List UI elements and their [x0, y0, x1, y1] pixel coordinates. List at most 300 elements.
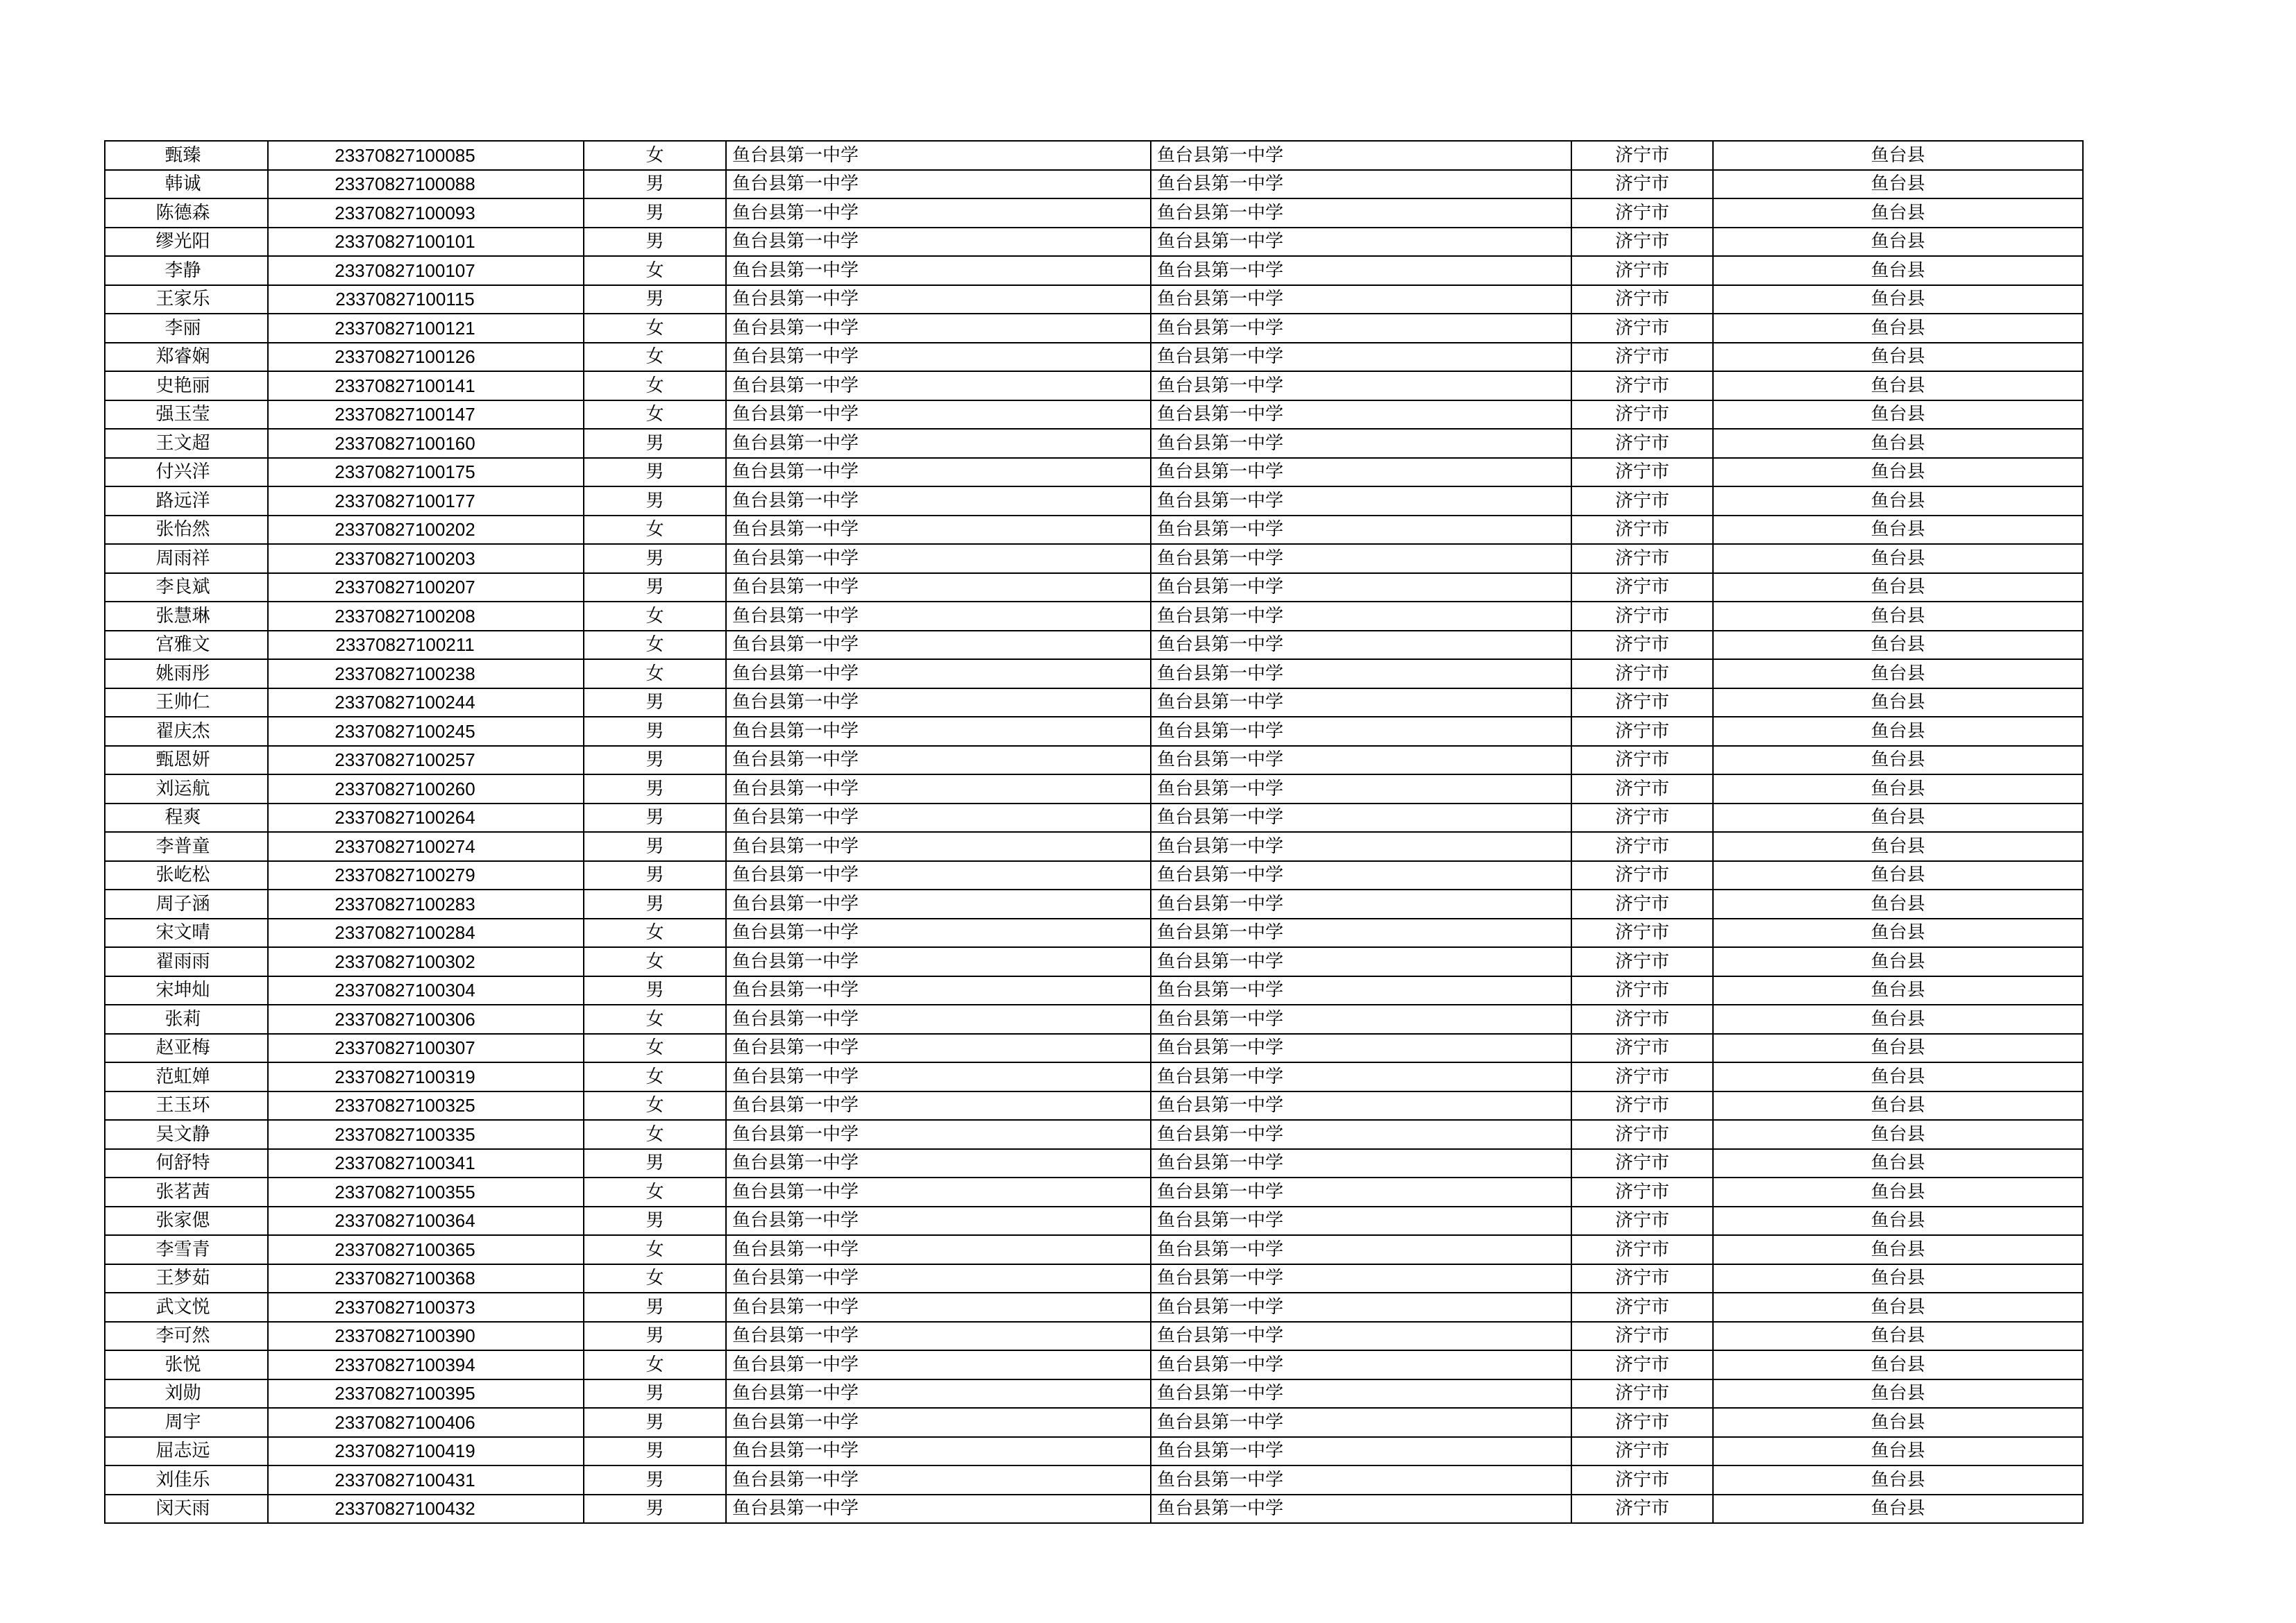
cell-city: 济宁市: [1571, 1005, 1713, 1034]
cell-id: 23370827100279: [268, 861, 584, 890]
cell-name: 吴文静: [105, 1120, 268, 1149]
cell-school: 鱼台县第一中学: [726, 400, 1151, 430]
cell-id: 23370827100368: [268, 1264, 584, 1293]
table-row: [105, 314, 2083, 343]
cell-id: 23370827100126: [268, 343, 584, 372]
table-row: [105, 1120, 2083, 1149]
cell-name: 闵天雨: [105, 1495, 268, 1524]
cell-county: 鱼台县: [1713, 170, 2083, 199]
cell-county: 鱼台县: [1713, 1235, 2083, 1264]
cell-school: 鱼台县第一中学: [726, 228, 1151, 257]
cell-name: 张茗茜: [105, 1178, 268, 1207]
cell-unit: 鱼台县第一中学: [1151, 832, 1571, 861]
cell-unit: 鱼台县第一中学: [1151, 1091, 1571, 1121]
cell-name: 何舒特: [105, 1149, 268, 1178]
cell-id: 23370827100373: [268, 1293, 584, 1322]
cell-school: 鱼台县第一中学: [726, 659, 1151, 688]
cell-school: 鱼台县第一中学: [726, 804, 1151, 833]
table-row: [105, 717, 2083, 746]
cell-unit: 鱼台县第一中学: [1151, 285, 1571, 314]
cell-county: 鱼台县: [1713, 1293, 2083, 1322]
cell-county: 鱼台县: [1713, 141, 2083, 170]
cell-school: 鱼台县第一中学: [726, 314, 1151, 343]
cell-gender: 女: [584, 602, 726, 631]
table-row: [105, 746, 2083, 775]
table-row: [105, 400, 2083, 430]
cell-county: 鱼台县: [1713, 1322, 2083, 1351]
cell-unit: 鱼台县第一中学: [1151, 1379, 1571, 1409]
cell-school: 鱼台县第一中学: [726, 1091, 1151, 1121]
cell-gender: 女: [584, 1091, 726, 1121]
cell-id: 23370827100175: [268, 458, 584, 487]
cell-school: 鱼台县第一中学: [726, 1322, 1151, 1351]
cell-gender: 男: [584, 746, 726, 775]
cell-gender: 男: [584, 890, 726, 919]
cell-name: 姚雨彤: [105, 659, 268, 688]
cell-id: 23370827100284: [268, 919, 584, 948]
cell-city: 济宁市: [1571, 1495, 1713, 1524]
cell-id: 23370827100304: [268, 976, 584, 1005]
cell-school: 鱼台县第一中学: [726, 602, 1151, 631]
cell-unit: 鱼台县第一中学: [1151, 1264, 1571, 1293]
cell-gender: 女: [584, 631, 726, 660]
cell-unit: 鱼台县第一中学: [1151, 371, 1571, 400]
cell-city: 济宁市: [1571, 1465, 1713, 1495]
cell-school: 鱼台县第一中学: [726, 1293, 1151, 1322]
cell-county: 鱼台县: [1713, 458, 2083, 487]
table-row: [105, 544, 2083, 573]
cell-city: 济宁市: [1571, 343, 1713, 372]
cell-id: 23370827100390: [268, 1322, 584, 1351]
cell-name: 范虹婵: [105, 1062, 268, 1091]
cell-gender: 男: [584, 1293, 726, 1322]
table-row: [105, 1465, 2083, 1495]
cell-unit: 鱼台县第一中学: [1151, 228, 1571, 257]
cell-school: 鱼台县第一中学: [726, 717, 1151, 746]
cell-name: 刘勋: [105, 1379, 268, 1409]
cell-city: 济宁市: [1571, 573, 1713, 602]
cell-city: 济宁市: [1571, 631, 1713, 660]
cell-id: 23370827100238: [268, 659, 584, 688]
cell-gender: 女: [584, 1178, 726, 1207]
cell-city: 济宁市: [1571, 170, 1713, 199]
cell-city: 济宁市: [1571, 486, 1713, 516]
cell-county: 鱼台县: [1713, 1350, 2083, 1379]
cell-city: 济宁市: [1571, 1207, 1713, 1236]
cell-school: 鱼台县第一中学: [726, 631, 1151, 660]
cell-id: 23370827100307: [268, 1034, 584, 1063]
cell-id: 23370827100283: [268, 890, 584, 919]
cell-gender: 男: [584, 228, 726, 257]
cell-name: 程爽: [105, 804, 268, 833]
table-row: [105, 1207, 2083, 1236]
cell-gender: 女: [584, 256, 726, 285]
cell-unit: 鱼台县第一中学: [1151, 458, 1571, 487]
cell-county: 鱼台县: [1713, 573, 2083, 602]
cell-county: 鱼台县: [1713, 516, 2083, 545]
table-row: [105, 1235, 2083, 1264]
table-row: [105, 1495, 2083, 1524]
cell-county: 鱼台县: [1713, 659, 2083, 688]
cell-city: 济宁市: [1571, 1034, 1713, 1063]
table-row: [105, 516, 2083, 545]
cell-name: 周宇: [105, 1408, 268, 1437]
cell-name: 张莉: [105, 1005, 268, 1034]
cell-gender: 女: [584, 1120, 726, 1149]
cell-county: 鱼台县: [1713, 285, 2083, 314]
table-row: [105, 170, 2083, 199]
cell-city: 济宁市: [1571, 919, 1713, 948]
cell-city: 济宁市: [1571, 400, 1713, 430]
cell-city: 济宁市: [1571, 717, 1713, 746]
cell-unit: 鱼台县第一中学: [1151, 1178, 1571, 1207]
cell-id: 23370827100306: [268, 1005, 584, 1034]
table-row: [105, 1062, 2083, 1091]
cell-city: 济宁市: [1571, 1149, 1713, 1178]
cell-school: 鱼台县第一中学: [726, 1350, 1151, 1379]
cell-unit: 鱼台县第一中学: [1151, 1149, 1571, 1178]
cell-county: 鱼台县: [1713, 544, 2083, 573]
cell-id: 23370827100355: [268, 1178, 584, 1207]
cell-name: 史艳丽: [105, 371, 268, 400]
cell-unit: 鱼台县第一中学: [1151, 198, 1571, 228]
cell-unit: 鱼台县第一中学: [1151, 746, 1571, 775]
cell-county: 鱼台县: [1713, 890, 2083, 919]
cell-city: 济宁市: [1571, 516, 1713, 545]
cell-school: 鱼台县第一中学: [726, 1149, 1151, 1178]
cell-school: 鱼台县第一中学: [726, 1034, 1151, 1063]
cell-city: 济宁市: [1571, 1235, 1713, 1264]
cell-id: 23370827100432: [268, 1495, 584, 1524]
cell-unit: 鱼台县第一中学: [1151, 256, 1571, 285]
cell-unit: 鱼台县第一中学: [1151, 1207, 1571, 1236]
cell-school: 鱼台县第一中学: [726, 170, 1151, 199]
cell-name: 周子涵: [105, 890, 268, 919]
cell-id: 23370827100207: [268, 573, 584, 602]
cell-city: 济宁市: [1571, 1062, 1713, 1091]
cell-id: 23370827100335: [268, 1120, 584, 1149]
cell-gender: 男: [584, 458, 726, 487]
cell-school: 鱼台县第一中学: [726, 1235, 1151, 1264]
cell-school: 鱼台县第一中学: [726, 688, 1151, 717]
table-row: [105, 1379, 2083, 1409]
cell-city: 济宁市: [1571, 256, 1713, 285]
cell-county: 鱼台县: [1713, 400, 2083, 430]
cell-county: 鱼台县: [1713, 717, 2083, 746]
cell-id: 23370827100208: [268, 602, 584, 631]
cell-gender: 女: [584, 1264, 726, 1293]
cell-county: 鱼台县: [1713, 1005, 2083, 1034]
cell-id: 23370827100274: [268, 832, 584, 861]
cell-gender: 女: [584, 141, 726, 170]
cell-name: 宋坤灿: [105, 976, 268, 1005]
cell-gender: 男: [584, 1495, 726, 1524]
cell-county: 鱼台县: [1713, 1264, 2083, 1293]
cell-county: 鱼台县: [1713, 1091, 2083, 1121]
cell-county: 鱼台县: [1713, 861, 2083, 890]
cell-gender: 男: [584, 774, 726, 804]
cell-name: 赵亚梅: [105, 1034, 268, 1063]
cell-city: 济宁市: [1571, 659, 1713, 688]
cell-name: 张屹松: [105, 861, 268, 890]
cell-id: 23370827100085: [268, 141, 584, 170]
cell-county: 鱼台县: [1713, 371, 2083, 400]
cell-county: 鱼台县: [1713, 486, 2083, 516]
cell-unit: 鱼台县第一中学: [1151, 688, 1571, 717]
cell-city: 济宁市: [1571, 1379, 1713, 1409]
cell-name: 甄恩妍: [105, 746, 268, 775]
cell-name: 翟雨雨: [105, 947, 268, 976]
table-row: [105, 1264, 2083, 1293]
table-row: [105, 285, 2083, 314]
table-row: [105, 228, 2083, 257]
cell-city: 济宁市: [1571, 1091, 1713, 1121]
cell-school: 鱼台县第一中学: [726, 919, 1151, 948]
cell-gender: 男: [584, 717, 726, 746]
cell-name: 李静: [105, 256, 268, 285]
cell-school: 鱼台县第一中学: [726, 198, 1151, 228]
cell-name: 张悦: [105, 1350, 268, 1379]
cell-school: 鱼台县第一中学: [726, 429, 1151, 458]
table-row: [105, 458, 2083, 487]
cell-name: 李可然: [105, 1322, 268, 1351]
cell-school: 鱼台县第一中学: [726, 141, 1151, 170]
table-row: [105, 371, 2083, 400]
table-row: [105, 1149, 2083, 1178]
cell-gender: 男: [584, 1322, 726, 1351]
cell-unit: 鱼台县第一中学: [1151, 976, 1571, 1005]
cell-gender: 男: [584, 861, 726, 890]
table-row: [105, 1293, 2083, 1322]
cell-school: 鱼台县第一中学: [726, 371, 1151, 400]
table-row: [105, 1034, 2083, 1063]
table-row: [105, 1322, 2083, 1351]
cell-county: 鱼台县: [1713, 804, 2083, 833]
cell-city: 济宁市: [1571, 1322, 1713, 1351]
cell-county: 鱼台县: [1713, 228, 2083, 257]
cell-gender: 女: [584, 1235, 726, 1264]
cell-name: 张家偲: [105, 1207, 268, 1236]
cell-name: 李雪青: [105, 1235, 268, 1264]
cell-gender: 男: [584, 544, 726, 573]
student-list-table: [104, 140, 2084, 1524]
cell-school: 鱼台县第一中学: [726, 976, 1151, 1005]
cell-gender: 男: [584, 976, 726, 1005]
cell-city: 济宁市: [1571, 141, 1713, 170]
cell-gender: 男: [584, 1437, 726, 1466]
cell-gender: 男: [584, 429, 726, 458]
cell-school: 鱼台县第一中学: [726, 343, 1151, 372]
cell-city: 济宁市: [1571, 1437, 1713, 1466]
cell-school: 鱼台县第一中学: [726, 947, 1151, 976]
cell-county: 鱼台县: [1713, 1034, 2083, 1063]
cell-city: 济宁市: [1571, 371, 1713, 400]
cell-school: 鱼台县第一中学: [726, 573, 1151, 602]
cell-unit: 鱼台县第一中学: [1151, 400, 1571, 430]
cell-id: 23370827100260: [268, 774, 584, 804]
cell-unit: 鱼台县第一中学: [1151, 1350, 1571, 1379]
cell-gender: 女: [584, 1005, 726, 1034]
cell-id: 23370827100325: [268, 1091, 584, 1121]
cell-unit: 鱼台县第一中学: [1151, 516, 1571, 545]
cell-name: 郑睿娴: [105, 343, 268, 372]
cell-school: 鱼台县第一中学: [726, 1062, 1151, 1091]
cell-name: 王文超: [105, 429, 268, 458]
cell-city: 济宁市: [1571, 832, 1713, 861]
cell-name: 王梦茹: [105, 1264, 268, 1293]
table-row: [105, 890, 2083, 919]
cell-school: 鱼台县第一中学: [726, 1408, 1151, 1437]
cell-unit: 鱼台县第一中学: [1151, 486, 1571, 516]
cell-name: 宫雅文: [105, 631, 268, 660]
cell-school: 鱼台县第一中学: [726, 544, 1151, 573]
cell-id: 23370827100257: [268, 746, 584, 775]
cell-name: 缪光阳: [105, 228, 268, 257]
cell-id: 23370827100141: [268, 371, 584, 400]
cell-city: 济宁市: [1571, 688, 1713, 717]
cell-gender: 男: [584, 198, 726, 228]
cell-gender: 男: [584, 486, 726, 516]
cell-name: 强玉莹: [105, 400, 268, 430]
cell-gender: 男: [584, 1379, 726, 1409]
table-row: [105, 198, 2083, 228]
cell-county: 鱼台县: [1713, 1178, 2083, 1207]
cell-unit: 鱼台县第一中学: [1151, 429, 1571, 458]
cell-unit: 鱼台县第一中学: [1151, 314, 1571, 343]
table-row: [105, 429, 2083, 458]
cell-unit: 鱼台县第一中学: [1151, 631, 1571, 660]
cell-name: 韩诚: [105, 170, 268, 199]
cell-unit: 鱼台县第一中学: [1151, 141, 1571, 170]
cell-county: 鱼台县: [1713, 1207, 2083, 1236]
cell-county: 鱼台县: [1713, 1379, 2083, 1409]
table-row: [105, 602, 2083, 631]
cell-id: 23370827100115: [268, 285, 584, 314]
cell-gender: 男: [584, 1149, 726, 1178]
cell-id: 23370827100244: [268, 688, 584, 717]
cell-name: 王帅仁: [105, 688, 268, 717]
cell-id: 23370827100341: [268, 1149, 584, 1178]
table-row: [105, 631, 2083, 660]
table-row: [105, 1178, 2083, 1207]
cell-unit: 鱼台县第一中学: [1151, 861, 1571, 890]
cell-id: 23370827100093: [268, 198, 584, 228]
cell-city: 济宁市: [1571, 947, 1713, 976]
cell-unit: 鱼台县第一中学: [1151, 1293, 1571, 1322]
cell-city: 济宁市: [1571, 1178, 1713, 1207]
cell-gender: 女: [584, 1350, 726, 1379]
cell-gender: 女: [584, 947, 726, 976]
cell-city: 济宁市: [1571, 861, 1713, 890]
cell-city: 济宁市: [1571, 1408, 1713, 1437]
cell-name: 路远洋: [105, 486, 268, 516]
cell-city: 济宁市: [1571, 458, 1713, 487]
cell-school: 鱼台县第一中学: [726, 746, 1151, 775]
cell-county: 鱼台县: [1713, 256, 2083, 285]
cell-gender: 男: [584, 573, 726, 602]
cell-county: 鱼台县: [1713, 1149, 2083, 1178]
cell-county: 鱼台县: [1713, 1408, 2083, 1437]
table-row: [105, 573, 2083, 602]
cell-gender: 男: [584, 170, 726, 199]
cell-city: 济宁市: [1571, 804, 1713, 833]
table-body: [105, 141, 2083, 1523]
cell-city: 济宁市: [1571, 1120, 1713, 1149]
cell-unit: 鱼台县第一中学: [1151, 890, 1571, 919]
cell-county: 鱼台县: [1713, 314, 2083, 343]
cell-gender: 男: [584, 1408, 726, 1437]
cell-unit: 鱼台县第一中学: [1151, 1408, 1571, 1437]
cell-city: 济宁市: [1571, 1293, 1713, 1322]
cell-unit: 鱼台县第一中学: [1151, 1235, 1571, 1264]
cell-gender: 男: [584, 1465, 726, 1495]
cell-id: 23370827100419: [268, 1437, 584, 1466]
cell-name: 周雨祥: [105, 544, 268, 573]
table-row: [105, 1437, 2083, 1466]
cell-county: 鱼台县: [1713, 746, 2083, 775]
cell-county: 鱼台县: [1713, 832, 2083, 861]
table-row: [105, 1350, 2083, 1379]
cell-county: 鱼台县: [1713, 774, 2083, 804]
cell-gender: 女: [584, 1034, 726, 1063]
cell-city: 济宁市: [1571, 976, 1713, 1005]
cell-id: 23370827100245: [268, 717, 584, 746]
cell-id: 23370827100088: [268, 170, 584, 199]
cell-school: 鱼台县第一中学: [726, 1207, 1151, 1236]
cell-name: 付兴洋: [105, 458, 268, 487]
cell-gender: 女: [584, 343, 726, 372]
cell-school: 鱼台县第一中学: [726, 256, 1151, 285]
cell-gender: 男: [584, 832, 726, 861]
cell-unit: 鱼台县第一中学: [1151, 343, 1571, 372]
cell-unit: 鱼台县第一中学: [1151, 947, 1571, 976]
cell-gender: 男: [584, 688, 726, 717]
cell-unit: 鱼台县第一中学: [1151, 804, 1571, 833]
cell-unit: 鱼台县第一中学: [1151, 170, 1571, 199]
cell-name: 张怡然: [105, 516, 268, 545]
table-row: [105, 343, 2083, 372]
cell-unit: 鱼台县第一中学: [1151, 1322, 1571, 1351]
cell-school: 鱼台县第一中学: [726, 890, 1151, 919]
cell-name: 李普童: [105, 832, 268, 861]
cell-unit: 鱼台县第一中学: [1151, 1034, 1571, 1063]
table-row: [105, 1005, 2083, 1034]
cell-id: 23370827100107: [268, 256, 584, 285]
cell-county: 鱼台县: [1713, 919, 2083, 948]
cell-unit: 鱼台县第一中学: [1151, 1495, 1571, 1524]
cell-name: 屈志远: [105, 1437, 268, 1466]
cell-id: 23370827100160: [268, 429, 584, 458]
cell-gender: 女: [584, 659, 726, 688]
cell-id: 23370827100211: [268, 631, 584, 660]
cell-city: 济宁市: [1571, 285, 1713, 314]
cell-unit: 鱼台县第一中学: [1151, 659, 1571, 688]
cell-name: 王家乐: [105, 285, 268, 314]
cell-county: 鱼台县: [1713, 1062, 2083, 1091]
cell-city: 济宁市: [1571, 774, 1713, 804]
table-row: [105, 659, 2083, 688]
cell-school: 鱼台县第一中学: [726, 1379, 1151, 1409]
cell-name: 陈德森: [105, 198, 268, 228]
cell-school: 鱼台县第一中学: [726, 1178, 1151, 1207]
cell-county: 鱼台县: [1713, 198, 2083, 228]
cell-name: 王玉环: [105, 1091, 268, 1121]
cell-name: 宋文晴: [105, 919, 268, 948]
cell-county: 鱼台县: [1713, 602, 2083, 631]
cell-gender: 女: [584, 516, 726, 545]
cell-gender: 男: [584, 804, 726, 833]
table-row: [105, 1091, 2083, 1121]
